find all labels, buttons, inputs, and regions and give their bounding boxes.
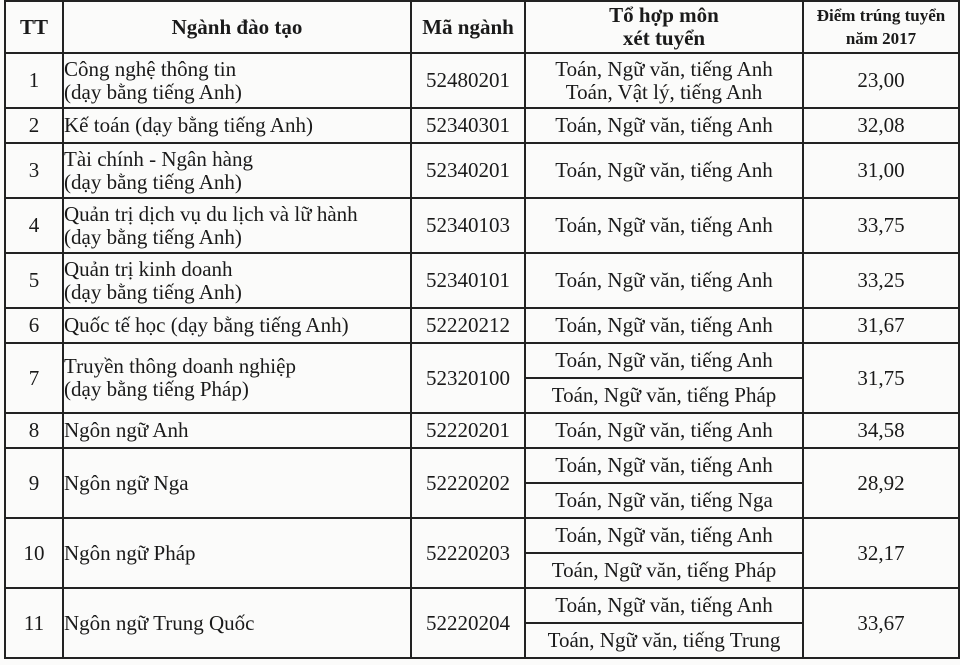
subject-combination: Toán, Ngữ văn, tiếng Anh (525, 588, 803, 623)
table-body (5, 53, 959, 658)
program-name-line2: (dạy bằng tiếng Pháp) (64, 377, 249, 401)
combo-line1: Toán, Ngữ văn, tiếng Anh (555, 56, 773, 81)
subject-combination: Toán, Ngữ văn, tiếng Anh (525, 413, 803, 448)
admission-score: 33,25 (803, 253, 959, 308)
table-header (5, 1, 959, 53)
program-code: 52340301 (411, 108, 525, 143)
program-name (63, 253, 411, 308)
row-number: 1 (5, 53, 63, 108)
header-score-line2: năm 2017 (845, 29, 917, 48)
row-number: 2 (5, 108, 63, 143)
row-number: 8 (5, 413, 63, 448)
header-combo-line2: xét tuyển (622, 26, 706, 50)
table-row (5, 253, 959, 308)
program-code: 52220204 (411, 588, 525, 658)
subject-combination: Toán, Ngữ văn, tiếng Anh (525, 108, 803, 143)
program-code: 52340201 (411, 143, 525, 198)
program-name (63, 53, 411, 108)
subject-combination: Toán, Ngữ văn, tiếng Anh (525, 343, 803, 378)
program-name-line1: Tài chính - Ngân hàng (64, 146, 253, 171)
header-score-line1: Điểm trúng tuyển (816, 6, 946, 25)
subject-combination: Toán, Ngữ văn, tiếng Anh (525, 448, 803, 483)
table-row (5, 308, 959, 343)
program-name: Ngôn ngữ Pháp (63, 518, 411, 588)
program-code: 52220202 (411, 448, 525, 518)
program-name: Ngôn ngữ Nga (63, 448, 411, 518)
admission-score: 33,75 (803, 198, 959, 253)
program-name: Ngôn ngữ Anh (63, 413, 411, 448)
program-name-line2: (dạy bằng tiếng Anh) (64, 279, 242, 304)
table-row (5, 198, 959, 253)
program-name (63, 343, 411, 413)
subject-combination: Toán, Ngữ văn, tiếng Anh (525, 308, 803, 343)
program-code: 52220201 (411, 413, 525, 448)
table-row (5, 53, 959, 108)
program-name-line1: Truyền thông doanh nghiệp (64, 354, 296, 378)
program-name (63, 143, 411, 198)
program-code: 52320100 (411, 343, 525, 413)
table-row (5, 518, 959, 553)
table-row (5, 413, 959, 448)
subject-combination: Toán, Ngữ văn, tiếng Anh (525, 253, 803, 308)
row-number: 7 (5, 343, 63, 413)
row-number: 10 (5, 518, 63, 588)
row-number: 9 (5, 448, 63, 518)
program-code: 52480201 (411, 53, 525, 108)
header-admission-score (803, 1, 959, 53)
table-row (5, 143, 959, 198)
program-code: 52220203 (411, 518, 525, 588)
table-row (5, 108, 959, 143)
admission-score: 23,00 (803, 53, 959, 108)
program-name: Ngôn ngữ Trung Quốc (63, 588, 411, 658)
admission-score: 34,58 (803, 413, 959, 448)
subject-combination: Toán, Ngữ văn, tiếng Pháp (525, 553, 803, 588)
admission-score: 32,17 (803, 518, 959, 588)
program-name (63, 198, 411, 253)
header-tt: TT (5, 1, 63, 53)
subject-combination: Toán, Ngữ văn, tiếng Anh (525, 518, 803, 553)
program-name-line1: Quản trị dịch vụ du lịch và lữ hành (64, 201, 358, 226)
program-code: 52340101 (411, 253, 525, 308)
program-code: 52340103 (411, 198, 525, 253)
program-name: Quốc tế học (dạy bằng tiếng Anh) (63, 308, 411, 343)
admission-score: 32,08 (803, 108, 959, 143)
table-row (5, 448, 959, 483)
header-subject-combination (525, 1, 803, 53)
admission-score: 28,92 (803, 448, 959, 518)
subject-combination: Toán, Ngữ văn, tiếng Nga (525, 483, 803, 518)
admission-score: 33,67 (803, 588, 959, 658)
header-program-code: Mã ngành (411, 1, 525, 53)
row-number: 6 (5, 308, 63, 343)
header-combo-line1: Tổ hợp môn (609, 3, 719, 27)
subject-combination: Toán, Ngữ văn, tiếng Anh (525, 143, 803, 198)
admission-scores-table (4, 0, 960, 659)
subject-combination: Toán, Ngữ văn, tiếng Trung (525, 623, 803, 658)
admission-score: 31,67 (803, 308, 959, 343)
program-name-line1: Quản trị kinh doanh (64, 256, 233, 281)
row-number: 3 (5, 143, 63, 198)
subject-combination: Toán, Ngữ văn, tiếng Pháp (525, 378, 803, 413)
combo-line2: Toán, Vật lý, tiếng Anh (565, 79, 763, 104)
program-name-line2: (dạy bằng tiếng Anh) (64, 224, 242, 249)
program-code: 52220212 (411, 308, 525, 343)
admission-score: 31,75 (803, 343, 959, 413)
program-name: Kế toán (dạy bằng tiếng Anh) (63, 108, 411, 143)
row-number: 11 (5, 588, 63, 658)
header-program: Ngành đào tạo (63, 1, 411, 53)
table-row (5, 343, 959, 378)
table-row (5, 588, 959, 623)
program-name-line1: Công nghệ thông tin (64, 56, 237, 81)
header-row (5, 1, 959, 53)
program-name-line2: (dạy bằng tiếng Anh) (64, 79, 242, 104)
subject-combination: Toán, Ngữ văn, tiếng Anh (525, 198, 803, 253)
admission-score: 31,00 (803, 143, 959, 198)
program-name-line2: (dạy bằng tiếng Anh) (64, 169, 242, 194)
subject-combination (525, 53, 803, 108)
row-number: 5 (5, 253, 63, 308)
row-number: 4 (5, 198, 63, 253)
